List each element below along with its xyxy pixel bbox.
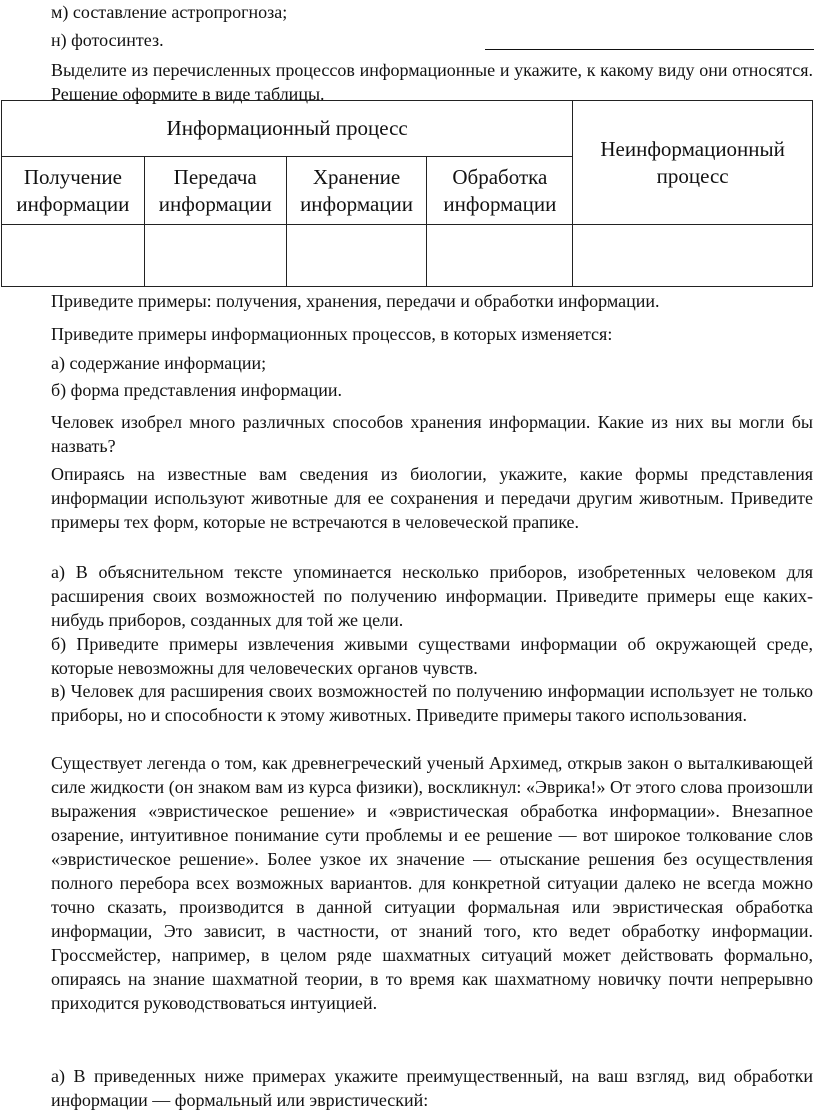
table-cell-empty[interactable] xyxy=(2,225,145,287)
table-header-non-info-process xyxy=(573,101,813,225)
paragraph: б) Приведите примеры извлечения живыми существами информации об окружающей среде, которые невозможны для человеческих органов чувств. xyxy=(51,634,813,678)
table-col-processing xyxy=(427,157,573,225)
table-col-transfer xyxy=(144,157,286,225)
table-col-storage xyxy=(286,157,427,225)
table-cell-empty[interactable] xyxy=(573,225,813,287)
list-item-m: м) составление астропрогноза; xyxy=(51,2,288,22)
paragraph: Приведите примеры: получения, хранения, передачи и обработки информации. xyxy=(51,291,660,311)
paragraph: а) В приведенных ниже примерах укажите преимущественный, на ваш взгляд, вид обработки информации — формальный или эвристический: xyxy=(51,1066,813,1110)
answer-underline xyxy=(485,49,814,50)
process-table xyxy=(1,100,813,287)
paragraph: б) форма представления информации. xyxy=(51,380,342,400)
paragraph: Человек изобрел много различных способов хранения информации. Какие из них вы могли бы назвать? xyxy=(51,412,813,456)
list-item-n: н) фотосинтез. xyxy=(51,30,164,50)
table-cell-empty[interactable] xyxy=(286,225,427,287)
paragraph: а) В объяснительном тексте упоминается несколько приборов, изобретенных человеком для расширения своих возможностей по получению информации. Приведите примеры еще каких-нибудь приборов, созданных для той же цели. xyxy=(51,562,813,630)
table-cell-empty[interactable] xyxy=(427,225,573,287)
col-label: Хранение информации xyxy=(300,164,414,216)
paragraph: Опираясь на известные вам сведения из биологии, укажите, какие формы представления информации используют животные для ее сохранения и передачи другим животным. Приведите примеры тех форм, которые не встречаются в человеческой прапике. xyxy=(51,464,813,532)
paragraph: Существует легенда о том, как древнегреческий ученый Архимед, открыв закон о выталкивающей силе жидкости (он знаком вам из курса физики), воскликнул: «Эврика!» От этого слова произошли выражения «эвристическое решение» и «эвристическая обработка информации». Внезапное озарение, интуитивное понимание сути проблемы и ее решение — вот широкое толкование слов «эвристическое решение». Более узкое их значение — отыскание решения без осуществления полного перебора всех возможных вариантов. для конкретной ситуации далеко не всегда можно точно сказать, производится в данной ситуации формальная или эвристическая обработка информации, Это зависит, в частности, от знаний того, кто ведет обработку информации. Гроссмейстер, например, в целом ряде шахматных ситуаций может действовать формально, опираясь на знание шахматной теории, в то время как шахматному новичку почти непрерывно приходится руководствоваться интуицией. xyxy=(51,753,813,1013)
task-table-intro: Выделите из перечисленных процессов информационные и укажите, к какому виду они относятся. Решение оформите в виде таблицы. xyxy=(51,60,813,104)
table-col-receiving xyxy=(2,157,145,225)
non-info-header-text: Неинформационный процесс xyxy=(600,136,785,188)
paragraph: Приведите примеры информационных процессов, в которых изменяется: xyxy=(51,324,613,344)
paragraph: а) содержание информации; xyxy=(51,353,267,373)
paragraph: в) Человек для расширения своих возможностей по получению информации использует не только приборы, но и способности к этому животных. Приведите примеры такого использования. xyxy=(51,681,813,725)
table-cell-empty[interactable] xyxy=(144,225,286,287)
col-label: Обработка информации xyxy=(443,164,557,216)
table-header-info-process: Информационный процесс xyxy=(2,101,573,157)
col-label: Получение информации xyxy=(16,164,130,216)
col-label: Передача информации xyxy=(158,164,272,216)
